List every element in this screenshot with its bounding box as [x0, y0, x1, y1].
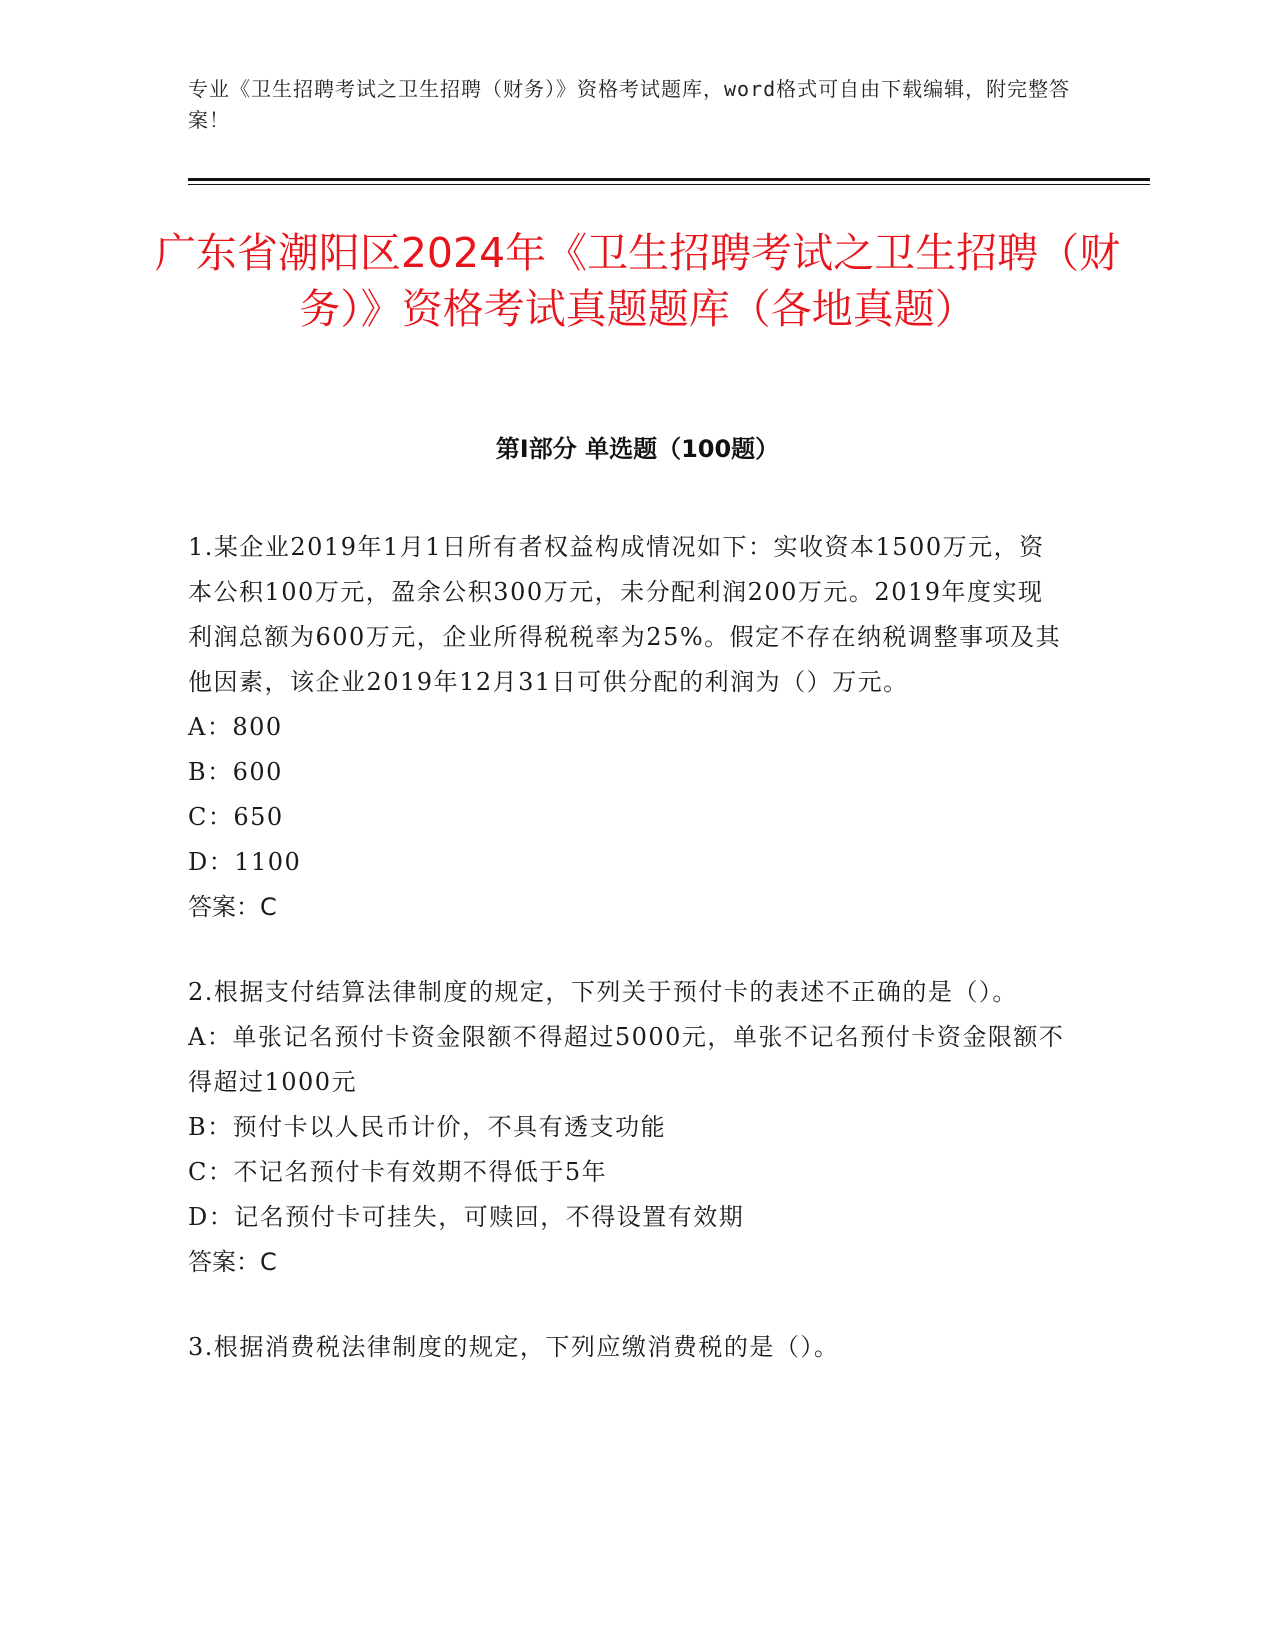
option-c: C：650 [188, 803, 284, 831]
option-c: C：不记名预付卡有效期不得低于5年 [188, 1158, 608, 1186]
document-title: 广东省潮阳区2024年《卫生招聘考试之卫生招聘（财务）》资格考试真题题库（各地真题） [154, 229, 1121, 333]
header-divider-thin [188, 184, 1150, 185]
section-title: 第Ⅰ部分 单选题（100题） [495, 435, 780, 463]
option-d: D：1100 [188, 848, 302, 876]
question-stem: 1.某企业2019年1月1日所有者权益构成情况如下：实收资本1500万元，资本公积100万元，盈余公积300万元，未分配利润200万元。2019年度实现利润总额为600万元，企业所得税税率为25%。假定不存在纳税调整事项及其他因素，该企业2019年12月31日可供分配的利润为（）万元。 [188, 533, 1062, 696]
answer: 答案：C [188, 893, 277, 921]
header-note: 专业《卫生招聘考试之卫生招聘（财务）》资格考试题库，word格式可自由下载编辑，附完整答案！ [188, 77, 1071, 132]
option-b: B：预付卡以人民币计价，不具有透支功能 [188, 1113, 667, 1141]
option-d: D：记名预付卡可挂失，可赎回，不得设置有效期 [188, 1203, 745, 1231]
question-stem: 3.根据消费税法律制度的规定，下列应缴消费税的是（）。 [188, 1333, 840, 1361]
question-2 [188, 970, 1068, 1285]
header-divider-thick [188, 178, 1150, 181]
question-stem: 2.根据支付结算法律制度的规定，下列关于预付卡的表述不正确的是（）。 [188, 978, 1018, 1006]
option-b: B：600 [188, 758, 283, 786]
option-a: A：800 [188, 713, 283, 741]
option-a: A：单张记名预付卡资金限额不得超过5000元，单张不记名预付卡资金限额不得超过1000元 [188, 1023, 1065, 1096]
answer: 答案：C [188, 1248, 277, 1276]
question-list [188, 525, 1068, 1410]
question-3 [188, 1325, 1068, 1370]
question-1 [188, 525, 1068, 930]
